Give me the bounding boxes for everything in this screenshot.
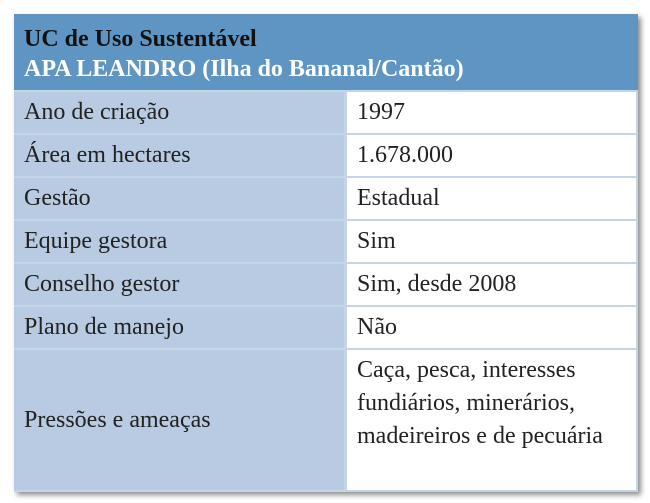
row-value: Sim <box>347 221 636 262</box>
table-row <box>14 178 638 219</box>
row-label: Conselho gestor <box>14 264 344 305</box>
table-row <box>14 350 638 490</box>
table-row <box>14 264 638 305</box>
row-value: 1997 <box>347 92 636 133</box>
table-row <box>14 307 638 348</box>
row-value: Não <box>347 307 636 348</box>
row-label: Pressões e ameaças <box>14 350 344 490</box>
table-header <box>14 14 638 90</box>
table-row <box>14 92 638 133</box>
table-subtitle: APA LEANDRO (Ilha do Bananal/Cantão) <box>24 56 464 82</box>
row-label: Equipe gestora <box>14 221 344 262</box>
table-title: UC de Uso Sustentável <box>24 26 257 52</box>
row-value: 1.678.000 <box>347 135 636 176</box>
row-value: Estadual <box>347 178 636 219</box>
row-label: Plano de manejo <box>14 307 344 348</box>
row-label: Área em hectares <box>14 135 344 176</box>
row-label: Ano de criação <box>14 92 344 133</box>
row-label: Gestão <box>14 178 344 219</box>
info-table <box>14 14 638 492</box>
table-row <box>14 221 638 262</box>
row-value: Sim, desde 2008 <box>347 264 636 305</box>
row-value: Caça, pesca, interesses fundiários, minerários, madeireiros e de pecuária <box>347 350 636 490</box>
table-row <box>14 135 638 176</box>
